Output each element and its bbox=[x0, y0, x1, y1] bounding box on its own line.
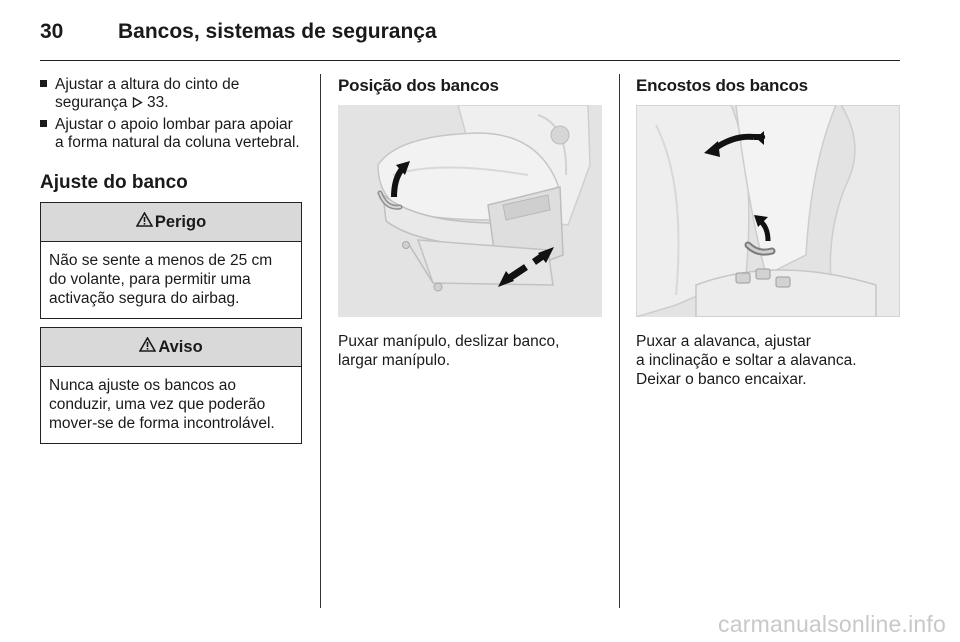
section-heading: Encostos dos bancos bbox=[636, 76, 808, 95]
seat-backrest-illustration bbox=[636, 105, 900, 317]
seat-position-illustration bbox=[338, 105, 602, 317]
middle-column bbox=[338, 76, 603, 370]
figure-caption: Puxar a alavanca, ajustar a inclinação e soltar a alavanca. Deixar o banco encaixar. bbox=[636, 333, 857, 388]
warning-triangle-icon bbox=[139, 337, 156, 357]
page-title: Bancos, sistemas de segurança bbox=[118, 20, 437, 43]
right-column bbox=[636, 76, 901, 389]
list-item: Ajustar a altura do cinto de segurança 33. bbox=[40, 76, 305, 112]
warning-box-header: Aviso bbox=[41, 328, 301, 367]
bullet-square-icon bbox=[40, 80, 47, 87]
column-divider bbox=[619, 74, 620, 608]
page-header bbox=[40, 18, 900, 58]
danger-box-body: Não se sente a menos de 25 cm do volante, para permitir uma activação segura do airbag. bbox=[49, 252, 273, 307]
danger-box-header: Perigo bbox=[41, 203, 301, 242]
header-rule bbox=[40, 60, 900, 61]
column-divider bbox=[320, 74, 321, 608]
bullet-list bbox=[40, 76, 305, 152]
danger-box bbox=[40, 202, 302, 319]
list-item: Ajustar o apoio lombar para apoiar a forma natural da coluna vertebral. bbox=[40, 116, 305, 152]
page-number: 30 bbox=[40, 20, 64, 43]
left-column bbox=[40, 76, 305, 444]
figure-caption: Puxar manípulo, deslizar banco, largar manípulo. bbox=[338, 333, 560, 369]
arrow-ref-icon bbox=[132, 95, 143, 106]
section-heading: Posição dos bancos bbox=[338, 76, 499, 95]
section-heading: Ajuste do banco bbox=[40, 172, 188, 193]
bullet-square-icon bbox=[40, 120, 47, 127]
warning-box bbox=[40, 327, 302, 444]
warning-box-body: Nunca ajuste os bancos ao conduzir, uma vez que poderão mover-se de forma incontrolável. bbox=[49, 377, 275, 432]
watermark: carmanualsonline.info bbox=[718, 611, 946, 637]
warning-triangle-icon bbox=[136, 212, 153, 232]
